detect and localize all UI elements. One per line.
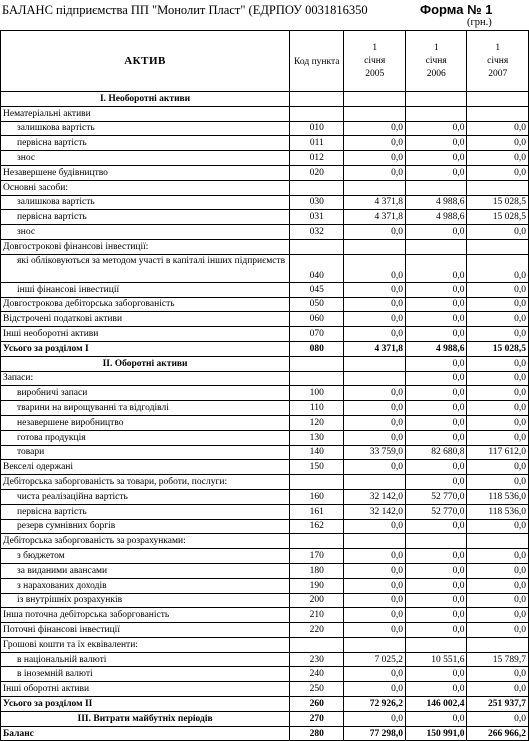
value-cell: 0,0 [344, 282, 406, 297]
table-row [1, 297, 529, 312]
row-code: 060 [290, 312, 344, 327]
value-cell: 0,0 [405, 578, 467, 593]
row-code [290, 106, 344, 121]
row-label: готова продукція [1, 430, 290, 445]
value-cell: 0,0 [344, 608, 406, 623]
table-row [1, 623, 529, 638]
row-code: 220 [290, 623, 344, 638]
year-header-2007: 1 січня 2007 [467, 31, 529, 92]
value-cell: 0,0 [405, 563, 467, 578]
row-code: 270 [290, 711, 344, 726]
value-cell: 0,0 [467, 623, 529, 638]
row-label: які обліковуються за методом участі в капіталі інших підприємств [1, 254, 290, 282]
value-cell: 0,0 [405, 682, 467, 697]
value-cell: 0,0 [344, 430, 406, 445]
value-cell: 146 002,4 [405, 697, 467, 712]
row-label: незавершене виробництво [1, 415, 290, 430]
table-row [1, 549, 529, 564]
row-label: з бюджетом [1, 549, 290, 564]
row-code: 240 [290, 667, 344, 682]
value-cell: 4 988,6 [405, 195, 467, 210]
value-cell: 0,0 [467, 711, 529, 726]
value-cell: 0,0 [467, 254, 529, 282]
value-cell: 32 142,0 [344, 504, 406, 519]
row-code: 011 [290, 136, 344, 151]
table-row [1, 534, 529, 549]
row-label: первісна вартість [1, 210, 290, 225]
value-cell: 0,0 [405, 623, 467, 638]
row-label: тварини на вирощуванні та відгодівлі [1, 401, 290, 416]
value-cell: 0,0 [405, 667, 467, 682]
row-code: 120 [290, 415, 344, 430]
value-cell: 0,0 [405, 121, 467, 136]
value-cell [344, 637, 406, 652]
row-code: 020 [290, 165, 344, 180]
value-cell: 0,0 [467, 519, 529, 534]
row-label: Незавершене будівництво [1, 165, 290, 180]
row-label: із внутрішніх розрахунків [1, 593, 290, 608]
row-label: Інша поточна дебіторська заборгованість [1, 608, 290, 623]
value-cell [344, 180, 406, 195]
row-code: 180 [290, 563, 344, 578]
row-code: 031 [290, 210, 344, 225]
value-cell: 0,0 [405, 356, 467, 371]
row-label: Основні засоби: [1, 180, 290, 195]
value-cell: 0,0 [467, 593, 529, 608]
table-row [1, 356, 529, 371]
row-code: 160 [290, 489, 344, 504]
balance-title: БАЛАНС підприємства ПП "Монолит Пласт" (ЕДРПОУ 0031816350 [2, 3, 368, 17]
row-code: 140 [290, 445, 344, 460]
value-cell: 0,0 [405, 519, 467, 534]
value-cell: 0,0 [467, 225, 529, 240]
table-row [1, 519, 529, 534]
row-code [290, 637, 344, 652]
row-code: 080 [290, 341, 344, 356]
value-cell [467, 180, 529, 195]
table-row [1, 210, 529, 225]
value-cell [405, 534, 467, 549]
row-code: 012 [290, 151, 344, 166]
value-cell [467, 534, 529, 549]
table-row [1, 652, 529, 667]
row-label: в національній валюті [1, 652, 290, 667]
row-label: Усього за розділом І [1, 341, 290, 356]
value-cell: 0,0 [467, 682, 529, 697]
table-row [1, 415, 529, 430]
row-label: Довгострокова дебіторська заборгованість [1, 297, 290, 312]
value-cell: 0,0 [405, 711, 467, 726]
value-cell [467, 239, 529, 254]
form-number: Форма № 1 [420, 2, 493, 17]
row-label: виробничі запаси [1, 386, 290, 401]
value-cell: 0,0 [344, 593, 406, 608]
value-cell [405, 180, 467, 195]
table-row [1, 637, 529, 652]
row-code: 032 [290, 225, 344, 240]
value-cell: 150 991,0 [405, 726, 467, 741]
value-cell: 0,0 [344, 549, 406, 564]
value-cell: 0,0 [467, 327, 529, 342]
value-cell: 0,0 [467, 608, 529, 623]
value-cell: 52 770,0 [405, 504, 467, 519]
row-label: з нарахованих доходів [1, 578, 290, 593]
code-header: Код пункта [290, 31, 344, 92]
row-code: 230 [290, 652, 344, 667]
row-label: Грошові кошти та їх еквіваленти: [1, 637, 290, 652]
value-cell: 0,0 [467, 401, 529, 416]
row-label: в іноземній валюті [1, 667, 290, 682]
value-cell: 0,0 [344, 682, 406, 697]
value-cell: 10 551,6 [405, 652, 467, 667]
row-label: Відстрочені податкові активи [1, 312, 290, 327]
row-label: ІІІ. Витрати майбутніх періодів [1, 711, 290, 726]
row-label: Усього за розділом ІІ [1, 697, 290, 712]
value-cell: 0,0 [344, 136, 406, 151]
value-cell: 0,0 [467, 136, 529, 151]
table-row [1, 254, 529, 282]
row-label: чиста реалізаційна вартість [1, 489, 290, 504]
table-row [1, 195, 529, 210]
value-cell: 118 536,0 [467, 504, 529, 519]
value-cell: 0,0 [405, 165, 467, 180]
value-cell: 0,0 [467, 371, 529, 386]
row-code [290, 356, 344, 371]
value-cell: 0,0 [344, 151, 406, 166]
row-code: 050 [290, 297, 344, 312]
value-cell [405, 637, 467, 652]
table-row [1, 312, 529, 327]
value-cell: 15 028,5 [467, 210, 529, 225]
value-cell [344, 106, 406, 121]
value-cell [344, 356, 406, 371]
value-cell: 0,0 [405, 297, 467, 312]
value-cell: 251 937,7 [467, 697, 529, 712]
value-cell: 0,0 [467, 475, 529, 490]
value-cell: 0,0 [405, 593, 467, 608]
value-cell [405, 92, 467, 107]
row-label: знос [1, 225, 290, 240]
row-code: 070 [290, 327, 344, 342]
value-cell: 0,0 [467, 312, 529, 327]
table-row [1, 697, 529, 712]
row-code: 045 [290, 282, 344, 297]
table-row [1, 92, 529, 107]
value-cell: 4 988,6 [405, 341, 467, 356]
value-cell: 0,0 [405, 415, 467, 430]
value-cell: 0,0 [405, 386, 467, 401]
row-code: 200 [290, 593, 344, 608]
row-code: 250 [290, 682, 344, 697]
year-header-2005: 1 січня 2005 [344, 31, 406, 92]
row-code: 162 [290, 519, 344, 534]
value-cell: 0,0 [344, 165, 406, 180]
table-row [1, 563, 529, 578]
table-row [1, 430, 529, 445]
row-code: 260 [290, 697, 344, 712]
value-cell: 0,0 [467, 297, 529, 312]
table-row [1, 282, 529, 297]
value-cell: 0,0 [467, 282, 529, 297]
table-row [1, 180, 529, 195]
value-cell: 0,0 [344, 121, 406, 136]
row-code: 010 [290, 121, 344, 136]
value-cell: 4 371,8 [344, 210, 406, 225]
aktiv-header: АКТИВ [1, 31, 290, 92]
row-label: Інші оборотні активи [1, 682, 290, 697]
row-label: Дебіторська заборгованість за товари, роботи, послуги: [1, 475, 290, 490]
row-label: Запаси: [1, 371, 290, 386]
value-cell: 0,0 [344, 386, 406, 401]
row-code [290, 239, 344, 254]
table-row [1, 165, 529, 180]
row-code: 190 [290, 578, 344, 593]
value-cell: 0,0 [344, 297, 406, 312]
value-cell [344, 239, 406, 254]
row-code: 130 [290, 430, 344, 445]
row-label: ІІ. Оборотні активи [1, 356, 290, 371]
value-cell: 0,0 [344, 254, 406, 282]
value-cell: 266 966,2 [467, 726, 529, 741]
value-cell [344, 534, 406, 549]
row-code: 150 [290, 460, 344, 475]
value-cell: 0,0 [467, 151, 529, 166]
value-cell: 72 926,2 [344, 697, 406, 712]
value-cell: 0,0 [344, 460, 406, 475]
row-label: Інші необоротні активи [1, 327, 290, 342]
row-label: Нематеріальні активи [1, 106, 290, 121]
table-row [1, 460, 529, 475]
value-cell [405, 106, 467, 121]
value-cell: 0,0 [467, 121, 529, 136]
value-cell: 117 612,0 [467, 445, 529, 460]
value-cell: 7 025,2 [344, 652, 406, 667]
value-cell: 0,0 [344, 415, 406, 430]
value-cell [344, 475, 406, 490]
row-code: 100 [290, 386, 344, 401]
row-label: Векселі одержані [1, 460, 290, 475]
value-cell [467, 106, 529, 121]
table-row [1, 726, 529, 741]
row-label: інші фінансові інвестиції [1, 282, 290, 297]
balance-rows [1, 92, 529, 741]
value-cell: 0,0 [405, 430, 467, 445]
table-row [1, 608, 529, 623]
table-row [1, 327, 529, 342]
year-header-2006: 1 січня 2006 [405, 31, 467, 92]
value-cell: 0,0 [344, 667, 406, 682]
value-cell: 82 680,8 [405, 445, 467, 460]
value-cell: 0,0 [467, 460, 529, 475]
value-cell: 0,0 [467, 667, 529, 682]
value-cell: 15 789,7 [467, 652, 529, 667]
row-code [290, 180, 344, 195]
currency-unit: (грн.) [467, 17, 492, 28]
value-cell [344, 92, 406, 107]
table-row [1, 106, 529, 121]
value-cell: 0,0 [344, 623, 406, 638]
value-cell: 15 028,5 [467, 195, 529, 210]
value-cell: 0,0 [405, 608, 467, 623]
row-label: Дебіторська заборгованість за розрахунками: [1, 534, 290, 549]
row-label: Довгострокові фінансові інвестиції: [1, 239, 290, 254]
value-cell: 0,0 [467, 549, 529, 564]
value-cell [344, 371, 406, 386]
value-cell: 0,0 [344, 563, 406, 578]
table-row [1, 504, 529, 519]
table-row [1, 225, 529, 240]
table-row [1, 489, 529, 504]
value-cell: 32 142,0 [344, 489, 406, 504]
value-cell: 0,0 [344, 401, 406, 416]
table-row [1, 682, 529, 697]
value-cell: 0,0 [467, 578, 529, 593]
table-row [1, 371, 529, 386]
value-cell: 0,0 [405, 401, 467, 416]
row-label: Поточні фінансові інвестиції [1, 623, 290, 638]
row-code [290, 534, 344, 549]
table-header-row [1, 31, 529, 92]
table-row [1, 667, 529, 682]
row-code: 040 [290, 254, 344, 282]
value-cell: 0,0 [405, 327, 467, 342]
row-label: первісна вартість [1, 136, 290, 151]
value-cell: 0,0 [405, 460, 467, 475]
table-row [1, 136, 529, 151]
row-code [290, 371, 344, 386]
value-cell: 0,0 [405, 371, 467, 386]
row-label: первісна вартість [1, 504, 290, 519]
value-cell: 77 298,0 [344, 726, 406, 741]
value-cell: 0,0 [467, 415, 529, 430]
table-row [1, 239, 529, 254]
table-row [1, 401, 529, 416]
table-row [1, 341, 529, 356]
value-cell: 118 536,0 [467, 489, 529, 504]
value-cell: 0,0 [344, 578, 406, 593]
value-cell: 0,0 [344, 711, 406, 726]
document-header [0, 0, 529, 30]
value-cell: 0,0 [405, 312, 467, 327]
table-row [1, 475, 529, 490]
row-code: 280 [290, 726, 344, 741]
value-cell: 33 759,0 [344, 445, 406, 460]
value-cell: 0,0 [467, 386, 529, 401]
value-cell: 0,0 [344, 225, 406, 240]
value-cell [467, 637, 529, 652]
value-cell: 4 371,8 [344, 195, 406, 210]
value-cell: 4 988,6 [405, 210, 467, 225]
row-code: 170 [290, 549, 344, 564]
value-cell [467, 92, 529, 107]
row-code [290, 92, 344, 107]
table-row [1, 121, 529, 136]
row-label: І. Необоротні активи [1, 92, 290, 107]
row-label: знос [1, 151, 290, 166]
value-cell: 0,0 [405, 225, 467, 240]
row-label: залишкова вартість [1, 195, 290, 210]
value-cell: 0,0 [405, 549, 467, 564]
table-row [1, 593, 529, 608]
row-label: за виданими авансами [1, 563, 290, 578]
row-code [290, 475, 344, 490]
value-cell: 4 371,8 [344, 341, 406, 356]
value-cell: 52 770,0 [405, 489, 467, 504]
value-cell: 0,0 [467, 563, 529, 578]
value-cell: 0,0 [405, 151, 467, 166]
value-cell: 0,0 [405, 282, 467, 297]
value-cell: 0,0 [467, 430, 529, 445]
row-label: Баланс [1, 726, 290, 741]
value-cell: 0,0 [344, 327, 406, 342]
value-cell: 0,0 [405, 136, 467, 151]
table-row [1, 711, 529, 726]
value-cell: 0,0 [405, 254, 467, 282]
row-label: резерв сумнівних боргів [1, 519, 290, 534]
value-cell: 0,0 [344, 312, 406, 327]
row-label: залишкова вартість [1, 121, 290, 136]
row-code: 030 [290, 195, 344, 210]
table-row [1, 578, 529, 593]
value-cell: 0,0 [405, 475, 467, 490]
value-cell: 0,0 [467, 165, 529, 180]
value-cell: 0,0 [344, 519, 406, 534]
row-code: 110 [290, 401, 344, 416]
balance-table [0, 30, 529, 741]
value-cell: 0,0 [467, 356, 529, 371]
row-label: товари [1, 445, 290, 460]
row-code: 210 [290, 608, 344, 623]
value-cell: 15 028,5 [467, 341, 529, 356]
table-row [1, 386, 529, 401]
table-row [1, 151, 529, 166]
row-code: 161 [290, 504, 344, 519]
table-row [1, 445, 529, 460]
value-cell [405, 239, 467, 254]
